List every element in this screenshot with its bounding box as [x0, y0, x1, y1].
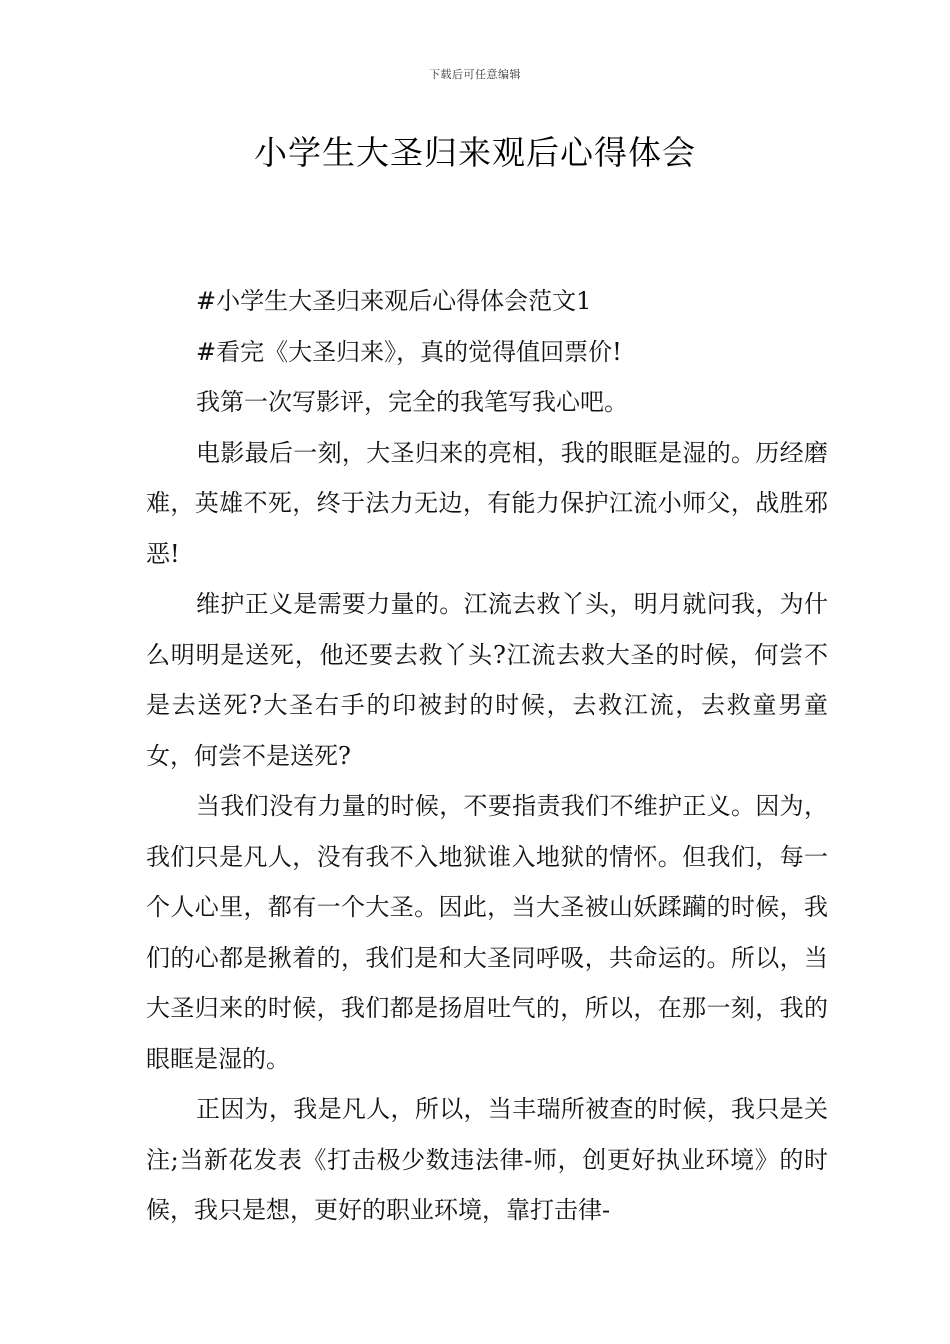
paragraph: 电影最后一刻，大圣归来的亮相，我的眼眶是湿的。历经磨难，英雄不死，终于法力无边，有能力保护江流小师父，战胜邪恶! — [146, 438, 828, 568]
paragraph-heading: #看完《大圣归来》，真的觉得值回票价! — [196, 337, 622, 366]
paragraph-subtitle: #小学生大圣归来观后心得体会范文1 — [196, 287, 592, 315]
paragraph: 我第一次写影评，完全的我笔写我心吧。 — [196, 388, 628, 416]
document-title: 小学生大圣归来观后心得体会 — [254, 133, 696, 172]
paragraph: 维护正义是需要力量的。江流去救丫头，明月就问我，为什么明明是送死，他还要去救丫头?江流去救大圣的时候，何尝不是去送死?大圣右手的印被封的时候，去救江流，去救童男童女，何尝不是送死? — [146, 590, 828, 770]
document-body — [146, 276, 828, 1236]
paragraph: 正因为，我是凡人，所以，当丰瑞所被查的时候，我只是关注;当新花发表《打击极少数违法律-师，创更好执业环境》的时候，我只是想，更好的职业环境，靠打击律- — [146, 1095, 828, 1224]
header-note: 下载后可任意编辑 — [429, 68, 521, 81]
paragraph: 当我们没有力量的时候，不要指责我们不维护正义。因为，我们只是凡人，没有我不入地狱谁入地狱的情怀。但我们，每一个人心里，都有一个大圣。因此，当大圣被山妖蹂躏的时候，我们的心都是揪着的，我们是和大圣同呼吸，共命运的。所以，当大圣归来的时候，我们都是扬眉吐气的，所以，在那一刻，我的眼眶是湿的。 — [146, 792, 828, 1073]
